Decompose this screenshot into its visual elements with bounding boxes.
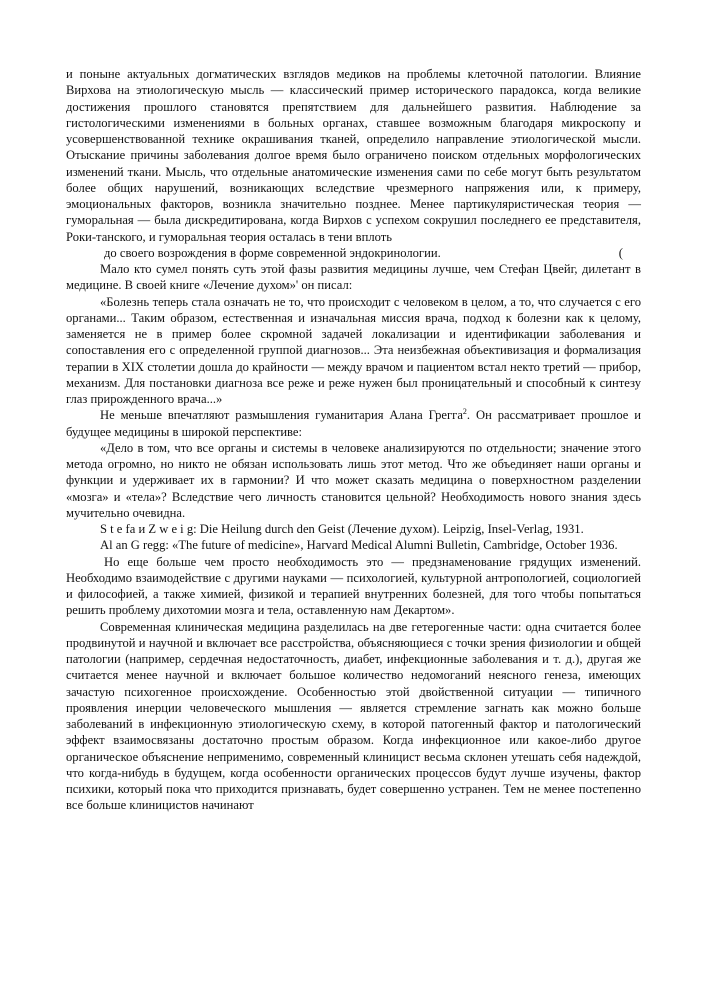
stray-parenthesis: ( [618, 245, 623, 260]
quote-gregg: «Дело в том, что все органы и системы в человеке анализируются по отдельности; значение этого метода огромно, но никто не обязан использовать лишь этот метод. Что же объединяет наши органы и функции и удерживает их в гармонии? И что может сказать медицина о поверхностном разделении «мозга» и «тела»? Вследствие чего личность становится цельной? Необходимость нового знания здесь мучительно очевидна. [66, 440, 641, 520]
paragraph-clinical-medicine: Современная клиническая медицина разделилась на две гетерогенные части: одна считается более продвинутой и научной и включает все расстройства, объясняющиеся с точки зрения физиологии и общей патологии (например, сердечная недостаточность, диабет, инфекционные заболевания и т. д.), другая же считается менее научной и включает большое количество недомоганий неясного генеза, имеющих зачастую психогенное происхождение. Особенностью этой двойственной ситуации — типичного проявления инерции человеческого мышления — является стремление загнать как можно больше заболеваний в инфекционную этиологическую схему, в которой патогенный фактор и патологический эффект взаимосвязаны достаточно простым образом. Когда инфекционное или какое-либо другое органическое объяснение неприменимо, современный клиницист весьма склонен утешать себя надеждой, что когда-нибудь в будущем, когда особенности органических процессов будут лучше изучены, фактор психики, который пока что приходится признавать, будет совершенно устранен. Тем не менее постепенно все больше клиницистов начинают [66, 619, 641, 813]
paragraph-zweig-intro: Мало кто сумел понять суть этой фазы развития медицины лучше, чем Стефан Цвейг, дилетант в медицине. В своей книге «Лечение духом»' он писал: [66, 262, 641, 293]
paragraph-endocrinology [66, 245, 641, 261]
endocrinology-text: до своего возрождения в форме современной эндокринологии. [104, 245, 441, 260]
footnote-zweig: S t e fa и Z w e i g: Die Heilung durch den Geist (Лечение духом). Leipzig, Insel-Verlag, 1931. [100, 522, 584, 536]
footnote-gregg: Al an G regg: «The future of medicine», Harvard Medical Alumni Bulletin, Cambridge, October 1936. [100, 538, 618, 553]
gregg-intro-text: Не меньше впечатляют размышления гуманитария Алана Грегга [100, 408, 463, 423]
footnote-marker: 2 [462, 407, 467, 417]
gregg-intro-text-2: . Он рассматривает прошлое и будущее медицины в широкой перспективе: [66, 408, 642, 439]
document-page [66, 66, 641, 814]
quote-zweig: «Болезнь теперь стала означать не то, что происходит с человеком в целом, а то, что случается с его органами... Таким образом, естественная и изначальная миссия врача, подход к болезни как к целому, заменяется не в пример более скромной задачей локализации и идентификации заболевания и сопоставления его с определенной группой диагнозов... Эта неизбежная объективизация и формализация терапии в XIX столетии дошла до крайности — между врачом и пациентом встал некто третий — прибор, механизм. Для постановки диагноза все реже и реже нужен был проницательный и способный к синтезу глаз прирожденного врача...» [66, 294, 641, 406]
paragraph-gregg-intro [66, 407, 641, 440]
paragraph-interaction: Но еще больше чем просто необходимость это — предзнаменование грядущих изменений. Необходимо взаимодействие с другими науками — психологией, культурной антропологией, социологией и философией, а также химией, физикой и терапией внутренних болезней, для того чтобы попытаться решить проблему дихотомии мозга и тела, оставленную нам Декартом». [66, 554, 641, 618]
paragraph-virchow: и поныне актуальных догматических взглядов медиков на проблемы клеточной патологии. Влияние Вирхова на этиологическую мысль — классический пример исторического парадокса, когда великие достижения прошлого становятся препятствием для дальнейшего развития. Наблюдение за гистологическими изменениями в больных органах, ставшее возможным благодаря микроскопу и усовершенствованной технике окрашивания тканей, определило направление этиологической мысли. Отыскание причины заболевания долгое время было ограничено поиском отдельных морфологических изменений ткани. Мысль, что отдельные анатомические изменения сами по себе могут быть результатом более общих нарушений, возникающих вследствие чрезмерного напряжения или, к примеру, эмоциональных факторов, возникла значительно позднее. Менее партикуляристическая теория — гуморальная — была дискредитирована, когда Вирхов с успехом сокрушил последнего ее представителя, Роки-танского, и гуморальная теория осталась в тени вплоть [66, 67, 641, 244]
